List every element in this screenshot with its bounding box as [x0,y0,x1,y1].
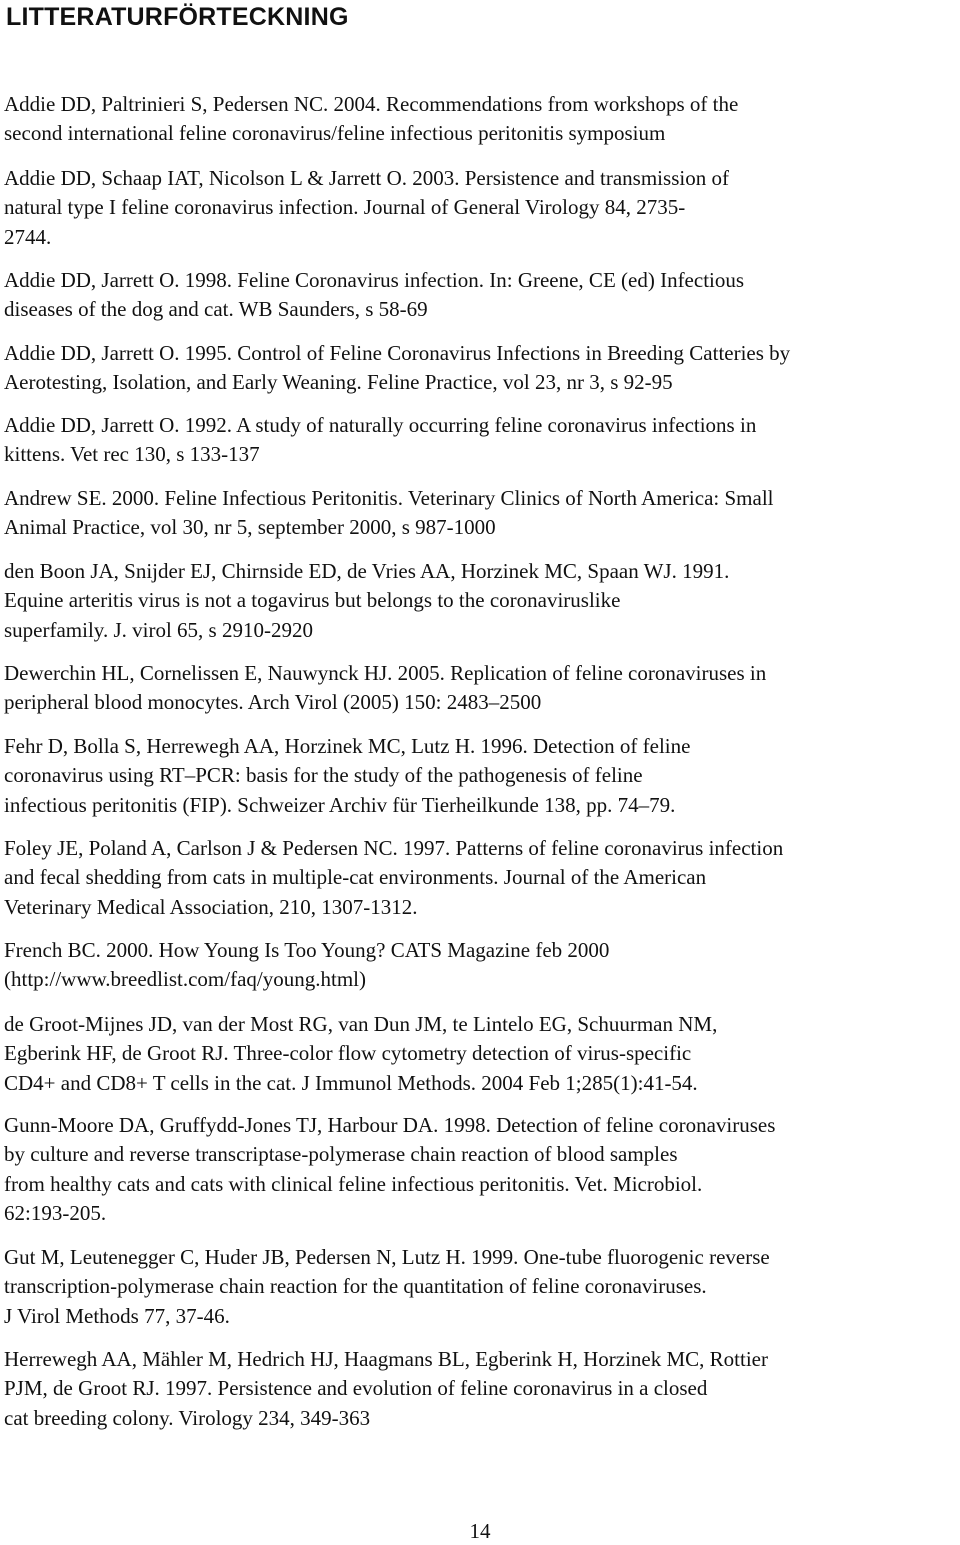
reference-line: infectious peritonitis (FIP). Schweizer Archiv für Tierheilkunde 138, pp. 74–79. [4,792,676,817]
reference-entry [4,1243,960,1331]
reference-line: 2744. [4,224,52,249]
reference-line: Fehr D, Bolla S, Herrewegh AA, Horzinek MC, Lutz H. 1996. Detection of feline [4,734,691,758]
reference-line: second international feline coronavirus/feline infectious peritonitis symposium [4,121,666,146]
reference-line: Addie DD, Jarrett O. 1995. Control of Feline Coronavirus Infections in Breeding Catteries by [4,341,791,365]
reference-line: Foley JE, Poland A, Carlson J & Pedersen NC. 1997. Patterns of feline coronavirus infection [4,836,784,860]
reference-line: natural type I feline coronavirus infection. Journal of General Virology 84, 2735- [4,195,686,220]
reference-line: French BC. 2000. How Young Is Too Young? CATS Magazine feb 2000 [4,938,610,962]
reference-entry [4,834,960,922]
reference-entry [4,339,960,398]
reference-line: (http://www.breedlist.com/faq/young.html) [4,967,366,992]
reference-line: cat breeding colony. Virology 234, 349-363 [4,1405,371,1430]
reference-line: Andrew SE. 2000. Feline Infectious Peritonitis. Veterinary Clinics of North America: Small [4,486,774,510]
reference-entry [4,936,960,995]
reference-line: Addie DD, Jarrett O. 1992. A study of naturally occurring feline coronavirus infections in [4,413,757,437]
reference-line: Addie DD, Jarrett O. 1998. Feline Coronavirus infection. In: Greene, CE (ed) Infectious [4,268,745,292]
reference-line: Aerotesting, Isolation, and Early Weaning. Feline Practice, vol 23, nr 3, s 92-95 [4,370,673,395]
reference-line: diseases of the dog and cat. WB Saunders, s 58-69 [4,297,428,322]
reference-line: Animal Practice, vol 30, nr 5, september 2000, s 987-1000 [4,515,496,540]
reference-line: PJM, de Groot RJ. 1997. Persistence and evolution of feline coronavirus in a closed [4,1376,708,1401]
reference-entry [4,557,960,645]
reference-line: Addie DD, Schaap IAT, Nicolson L & Jarrett O. 2003. Persistence and transmission of [4,166,729,190]
reference-line: Addie DD, Paltrinieri S, Pedersen NC. 2004. Recommendations from workshops of the [4,92,739,116]
reference-line: den Boon JA, Snijder EJ, Chirnside ED, de Vries AA, Horzinek MC, Spaan WJ. 1991. [4,559,730,583]
page-heading: LITTERATURFÖRTECKNING [6,3,349,31]
reference-entry [4,1345,960,1433]
reference-line: by culture and reverse transcriptase-polymerase chain reaction of blood samples [4,1142,678,1167]
reference-entry [4,266,960,325]
page-number: 14 [469,1519,491,1543]
reference-line: coronavirus using RT–PCR: basis for the study of the pathogenesis of feline [4,763,643,788]
reference-entry [4,90,960,149]
reference-line: superfamily. J. virol 65, s 2910-2920 [4,617,313,642]
reference-line: de Groot-Mijnes JD, van der Most RG, van Dun JM, te Lintelo EG, Schuurman NM, [4,1012,718,1036]
reference-entry [4,1010,960,1098]
reference-line: Gunn-Moore DA, Gruffydd-Jones TJ, Harbour DA. 1998. Detection of feline coronaviruses [4,1113,776,1137]
reference-entry [4,164,960,252]
reference-line: peripheral blood monocytes. Arch Virol (2005) 150: 2483–2500 [4,690,542,715]
reference-entry [4,411,960,470]
reference-line: 62:193-205. [4,1200,107,1225]
reference-line: from healthy cats and cats with clinical feline infectious peritonitis. Vet. Microbiol. [4,1171,703,1196]
reference-line: CD4+ and CD8+ T cells in the cat. J Immunol Methods. 2004 Feb 1;285(1):41-54. [4,1070,698,1095]
reference-line: J Virol Methods 77, 37-46. [4,1303,230,1328]
reference-entry [4,732,960,820]
reference-entry [4,484,960,543]
reference-entry [4,1111,960,1228]
reference-line: kittens. Vet rec 130, s 133-137 [4,442,260,467]
reference-line: Egberink HF, de Groot RJ. Three-color flow cytometry detection of virus-specific [4,1041,692,1066]
reference-line: transcription-polymerase chain reaction for the quantitation of feline coronaviruses. [4,1274,707,1299]
reference-line: Gut M, Leutenegger C, Huder JB, Pedersen N, Lutz H. 1999. One-tube fluorogenic reverse [4,1245,770,1269]
reference-line: Dewerchin HL, Cornelissen E, Nauwynck HJ. 2005. Replication of feline coronaviruses in [4,661,767,685]
reference-line: Veterinary Medical Association, 210, 1307-1312. [4,894,418,919]
reference-line: Equine arteritis virus is not a togavirus but belongs to the coronaviruslike [4,588,621,613]
reference-line: and fecal shedding from cats in multiple-cat environments. Journal of the American [4,865,707,890]
reference-line: Herrewegh AA, Mähler M, Hedrich HJ, Haagmans BL, Egberink H, Horzinek MC, Rottier [4,1347,768,1371]
reference-entry [4,659,960,718]
